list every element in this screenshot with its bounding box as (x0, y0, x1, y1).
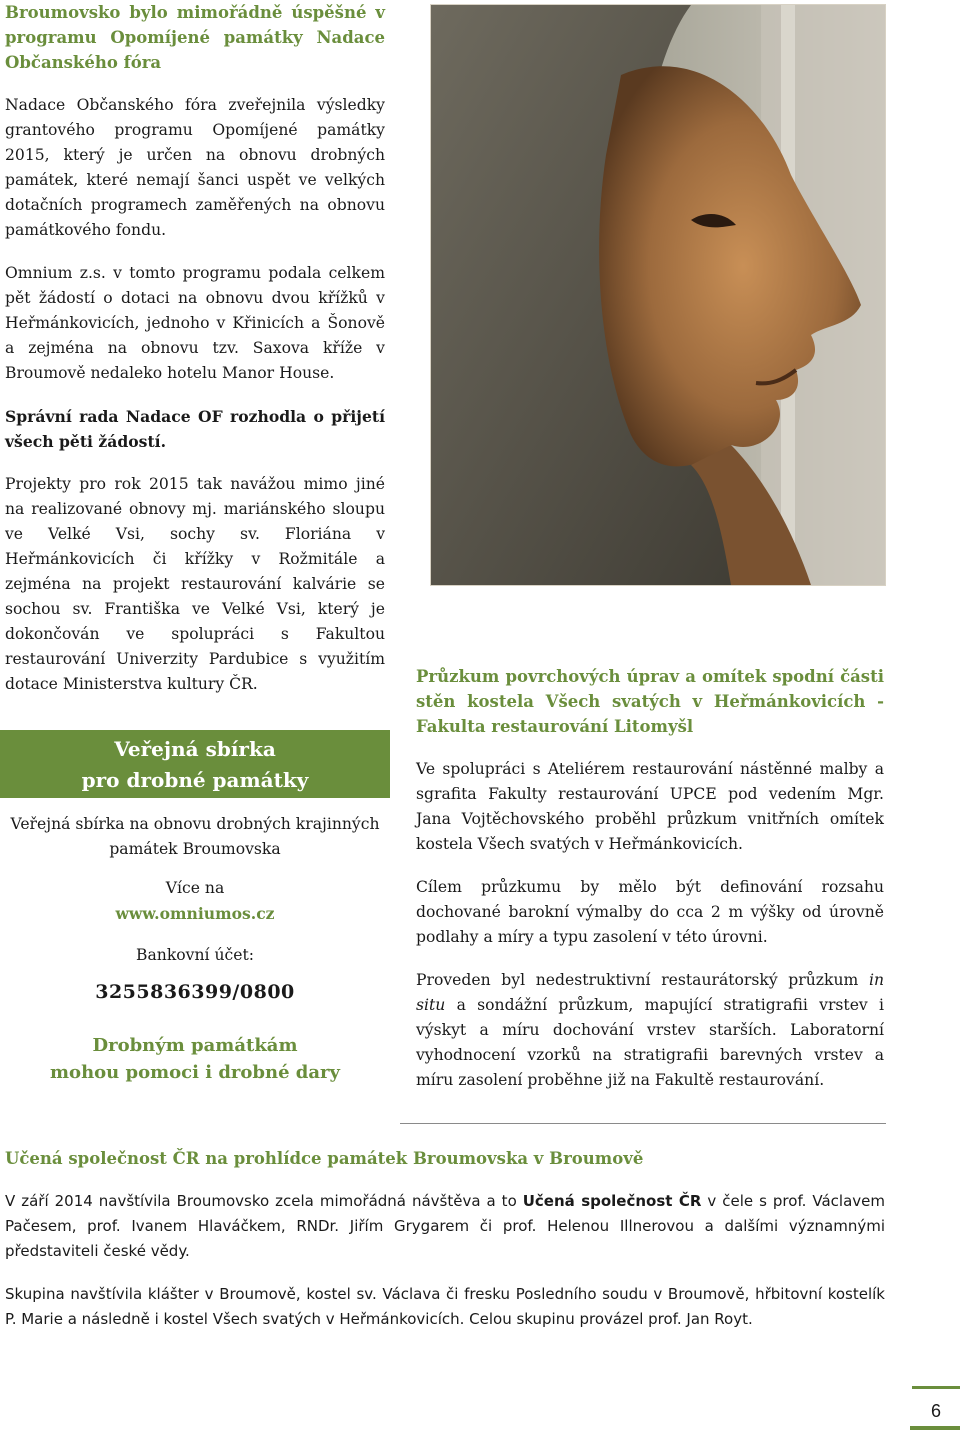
paragraph: Ve spolupráci s Ateliérem restaurování nástěnné malby a sgrafita Fakulty restaurování UPCE pod vedením Mgr. Jana Vojtěchovského proběhl průzkum vnitřních omítek kostela Všech svatých v Heřmánkovicích. (416, 760, 884, 853)
public-collection-box (0, 730, 390, 1098)
website-link[interactable]: www.omniumos.cz (115, 904, 275, 923)
article-ucena-spolecnost (5, 1146, 885, 1332)
paragraph: Skupina navštívila klášter v Broumově, kostel sv. Václava či fresku Posledního soudu v Broumově, hřbitovní kostelík P. Marie a následně i kostel Všech svatých v Heřmánkovicích. Celou skupinu provázel prof. Jan Royt. (5, 1285, 885, 1328)
article-opomijene-pamatky (5, 0, 385, 697)
statue-face-image (431, 5, 885, 585)
banner-line: pro drobné památky (81, 768, 309, 792)
statue-face-photo (430, 4, 886, 586)
slogan-line: mohou pomoci i drobné dary (50, 1062, 340, 1083)
paragraph: Projekty pro rok 2015 tak navážou mimo jiné na realizované obnovy mj. mariánského sloupu ve Velké Vsi, sochy sv. Floriána v Heřmánkovicích či křížky v Rožmitále a zejména na projekt restaurování kalvárie se sochou sv. Františka ve Velké Vsi, který je dokončován ve spolupráci s Fakultou restaurování Univerzity Pardubice s využitím dotace Ministerstva kultury ČR. (5, 475, 385, 693)
paragraph-highlight: Správní rada Nadace OF rozhodla o přijetí všech pěti žádostí. (5, 407, 385, 451)
more-label: Více na (165, 879, 225, 897)
section-divider (400, 1123, 886, 1124)
article-title: Průzkum povrchových úprav a omítek spodní části stěn kostela Všech svatých v Heřmánkovicích - Fakulta restaurování Litomyšl (416, 667, 884, 736)
paragraph: Omnium z.s. v tomto programu podala celkem pět žádostí o dotaci na obnovu dvou křížků v Heřmánkovicích, jednoho v Křinicích a Šonově a zejména na obnovu tzv. Saxova kříže v Broumově nedaleko hotelu Manor House. (5, 264, 385, 382)
bank-account-number: 3255836399/0800 (95, 981, 295, 1003)
article-title: Učená společnost ČR na prohlídce památek Broumovska v Broumově (5, 1149, 644, 1168)
paragraph: Cílem průzkumu by mělo být definování rozsahu dochované barokní výmalby do cca 2 m výšky od úrovně podlahy a míry a typu zasolení v této úrovni. (416, 878, 884, 946)
slogan-line: Drobným památkám (92, 1035, 298, 1056)
paragraph: Proveden byl nedestruktivní restaurátorský průzkum in situ a sondážní průzkum, mapující stratigrafii vrstev i výskyt a míru dochování vrstev starších. Laboratorní vyhodnocení vzorků na stratigrafii barevných vrstev a míru zasolení proběhne již na Fakultě restaurování. (416, 971, 884, 1089)
account-label: Bankovní účet: (136, 946, 254, 964)
page-number-bar (910, 1426, 960, 1430)
article-pruzkum-omitek (416, 664, 884, 1093)
paragraph: V září 2014 navštívila Broumovsko zcela mimořádná návštěva a to Učená společnost ČR v čele s prof. Václavem Pačesem, prof. Ivanem Hlaváčkem, RNDr. Jiřím Grygarem či prof. Helenou Illnerovou a dalšími významnými představiteli české vědy. (5, 1192, 885, 1260)
page-number: 6 (912, 1386, 960, 1433)
collection-description: Veřejná sbírka na obnovu drobných krajinných památek Broumovska (10, 815, 380, 858)
collection-banner (0, 730, 390, 798)
paragraph: Nadace Občanského fóra zveřejnila výsledky grantového programu Opomíjené památky 2015, který je určen na obnovu drobných památek, které nemají šanci uspět ve velkých dotačních programech zaměřených na obnovu památkového fondu. (5, 96, 385, 239)
banner-line: Veřejná sbírka (114, 737, 276, 761)
article-title: Broumovsko bylo mimořádně úspěšné v programu Opomíjené památky Nadace Občanského fóra (5, 3, 385, 72)
